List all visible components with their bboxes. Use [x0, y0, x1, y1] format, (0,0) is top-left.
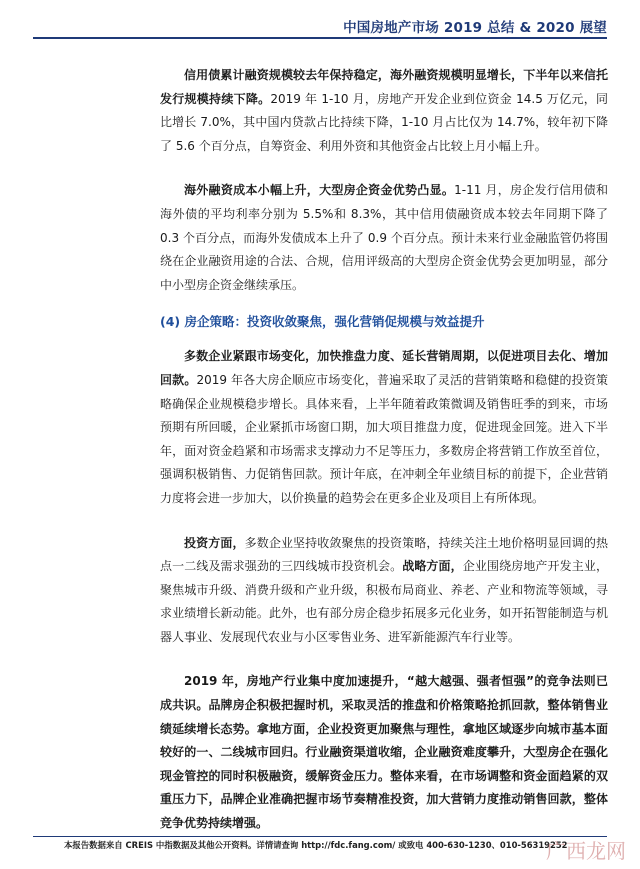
paragraph-marketing	[160, 345, 608, 510]
paragraph-investment-strategy	[160, 532, 608, 650]
section-number: (4)	[160, 314, 181, 330]
header-divider	[33, 37, 607, 39]
paragraph-financing-scale	[160, 64, 608, 158]
paragraph-financing-cost	[160, 179, 608, 297]
footer-divider	[33, 836, 607, 837]
paragraph-lead: 战略方面，	[402, 559, 463, 574]
paragraph-summary	[160, 670, 608, 835]
paragraph-text: 2019 年 1-10 月，房地产开发企业到位资金 14.5 万亿元，同比增长 7.0%，其中国内贷款占比持续下降，1-10 月占比仅为 14.7%，较年初下降了 5.6 个百分点，自筹资金、利用外资和其他资金占比较上月小幅上升。	[160, 91, 608, 153]
document-body	[160, 64, 608, 836]
paragraph-text: 多数企业坚持收敛聚焦的投资策略，持续关注土地价格明显回调的热点一二线及需求强劲的三四线城市投资机会。	[160, 535, 608, 574]
watermark-logo: 广西龙网	[546, 839, 626, 863]
paragraph-lead: 投资方面，	[184, 535, 245, 550]
paragraph-lead: 多数企业紧跟市场变化，加快推盘力度、延长营销周期，以促进项目去化、增加回款。	[160, 349, 608, 387]
paragraph-lead: 2019 年，房地产行业集中度加速提升，“越大越强、强者恒强”的竞争法则已成共识。品牌房企积极把握时机，采取灵活的推盘和价格策略抢抓回款，整体销售业绩延续增长态势。拿地方面，企业投资更加聚焦与理性，拿地区域逐步向城市基本面较好的一、二线城市回归。行业融资渠道收缩，企业融资难度攀升，大型房企在强化现金管控的同时积极融资，缓解资金压力。整体来看，在市场调整和资金面趋紧的双重压力下，品牌企业准确把握市场节奏精准投资，加大营销力度推动销售回款，整体竞争优势持续增强。	[160, 674, 608, 831]
paragraph-lead: 海外融资成本小幅上升，大型房企资金优势凸显。	[184, 183, 455, 198]
section-title: 房企策略：投资收敛聚焦，强化营销促规模与效益提升	[184, 314, 485, 330]
paragraph-text: 2019 年各大房企顺应市场变化，普遍采取了灵活的营销策略和稳健的投资策略确保企业规模稳步增长。具体来看，上半年随着政策微调及销售旺季的到来，市场预期有所回暖，企业紧抓市场窗口期，加大项目推盘力度，促进现金回笼。进入下半年，面对资金趋紧和市场需求支撑动力不足等压力，多数房企将营销工作放至首位，强调积极销售、力促销售回款。预计年底，在冲刺全年业绩目标的前提下，企业营销力度将会进一步加大，以价换量的趋势会在更多企业及项目上有所体现。	[160, 372, 608, 505]
paragraph-text: 1-11 月，房企发行信用债和海外债的平均利率分别为 5.5%和 8.3%，其中信用债融资成本较去年同期下降了 0.3 个百分点，而海外发债成本上升了 0.9 个百分点。预计未来行业金融监管仍将围绕在企业融资用途的合法、合规，信用评级高的大型房企资金优势会更加明显，部分中小型房企资金继续承压。	[160, 183, 608, 292]
paragraph-text: 企业围绕房地产开发主业，聚焦城市升级、消费升级和产业升级，积极布局商业、养老、产业和物流等领域，寻求业绩增长新动能。此外，也有部分房企稳步拓展多元化业务，如开拓智能制造与机器人事业、发展现代农业与小区零售业务、进军新能源汽车行业等。	[160, 559, 608, 644]
section-heading	[160, 312, 608, 332]
page-header-title: 中国房地产市场 2019 总结 & 2020 展望	[343, 20, 607, 36]
paragraph-lead: 信用债累计融资规模较去年保持稳定，海外融资规模明显增长，下半年以来信托发行规模持续下降。	[160, 68, 608, 106]
footer-source-note: 本报告数据来自 CREIS 中指数据及其他公开资料。详情请查询 http://fdc.fang.com/ 或致电 400-630-1230、010-56319252	[64, 840, 568, 850]
